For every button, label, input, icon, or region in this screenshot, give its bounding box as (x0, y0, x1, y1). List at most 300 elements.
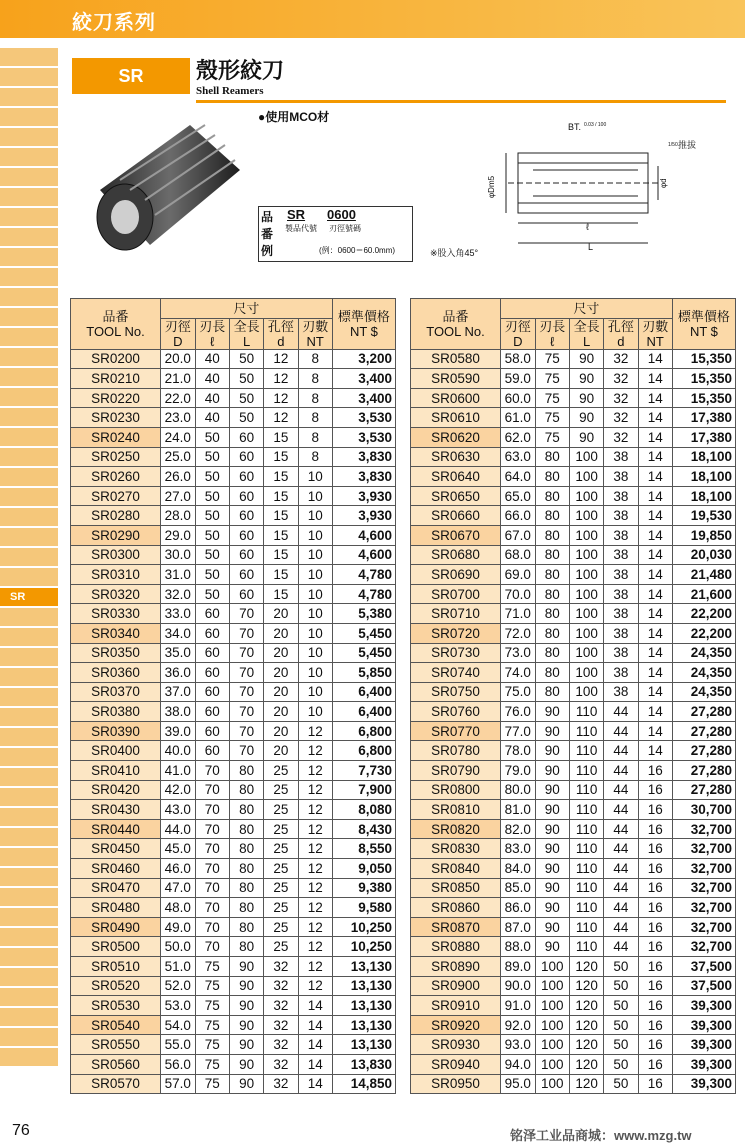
flutes-cell: 14 (638, 506, 672, 526)
bore-cell: 38 (604, 643, 638, 663)
flutes-cell: 8 (298, 427, 332, 447)
overall-length-cell: 100 (569, 682, 603, 702)
bore-cell: 44 (604, 761, 638, 781)
bore-cell: 44 (604, 878, 638, 898)
flute-length-cell: 90 (535, 702, 569, 722)
d-dia-cell: 39.0 (161, 721, 196, 741)
price-cell: 7,900 (332, 780, 395, 800)
sidebar-tab[interactable] (0, 908, 58, 926)
price-cell: 3,830 (332, 447, 395, 467)
header-D: 刃徑 D (501, 318, 536, 349)
flutes-cell: 10 (298, 486, 332, 506)
flute-length-cell: 50 (195, 486, 229, 506)
overall-length-cell: 70 (229, 702, 263, 722)
bore-cell: 50 (604, 976, 638, 996)
overall-length-cell: 60 (229, 545, 263, 565)
product-name-en: Shell Reamers (196, 85, 264, 97)
sidebar-tab[interactable] (0, 628, 58, 646)
sidebar-tab[interactable] (0, 868, 58, 886)
sidebar-tab[interactable] (0, 508, 58, 526)
flutes-cell: 10 (298, 506, 332, 526)
table-row (71, 506, 396, 526)
flute-length-cell: 100 (535, 957, 569, 977)
flute-length-cell: 50 (195, 467, 229, 487)
flute-length-cell: 90 (535, 780, 569, 800)
price-cell: 10,250 (332, 937, 395, 957)
sidebar-tab[interactable] (0, 148, 58, 166)
price-cell: 27,280 (672, 702, 735, 722)
flutes-cell: 14 (298, 1054, 332, 1074)
overall-length-cell: 110 (569, 937, 603, 957)
table-row (411, 859, 736, 879)
table-row (411, 349, 736, 369)
bore-cell: 15 (264, 486, 298, 506)
header-l: 刃長 ℓ (195, 318, 229, 349)
sidebar-tab[interactable] (0, 728, 58, 746)
sidebar-tab[interactable] (0, 708, 58, 726)
flute-length-cell: 80 (535, 545, 569, 565)
flute-length-cell: 70 (195, 800, 229, 820)
tool-no-cell: SR0300 (71, 545, 161, 565)
d-dia-cell: 57.0 (161, 1074, 196, 1094)
flute-length-cell: 70 (195, 917, 229, 937)
flutes-cell: 12 (298, 780, 332, 800)
d-dia-cell: 83.0 (501, 839, 536, 859)
table-row (71, 427, 396, 447)
tool-no-cell: SR0940 (411, 1054, 501, 1074)
flutes-cell: 16 (638, 1035, 672, 1055)
sidebar-tab[interactable] (0, 668, 58, 686)
table-row (411, 467, 736, 487)
bore-cell: 44 (604, 741, 638, 761)
sidebar-tab[interactable] (0, 748, 58, 766)
flutes-cell: 10 (298, 467, 332, 487)
spec-table-left (70, 298, 396, 1094)
tool-no-cell: SR0430 (71, 800, 161, 820)
bore-cell: 25 (264, 780, 298, 800)
price-cell: 6,800 (332, 741, 395, 761)
sidebar-tab[interactable] (0, 328, 58, 346)
price-cell: 37,500 (672, 976, 735, 996)
flute-length-cell: 50 (195, 545, 229, 565)
flute-length-cell: 75 (195, 1054, 229, 1074)
table-row (411, 917, 736, 937)
table-row (71, 369, 396, 389)
tool-no-cell: SR0260 (71, 467, 161, 487)
flute-length-cell: 80 (535, 447, 569, 467)
sidebar-tab[interactable] (0, 808, 58, 826)
flute-length-cell: 80 (535, 525, 569, 545)
sidebar-tab[interactable] (0, 248, 58, 266)
flute-length-cell: 70 (195, 859, 229, 879)
table-row (71, 565, 396, 585)
price-cell: 15,350 (672, 369, 735, 389)
tool-no-cell: SR0380 (71, 702, 161, 722)
tool-no-cell: SR0470 (71, 878, 161, 898)
sidebar-tab[interactable] (0, 368, 58, 386)
overall-length-cell: 100 (569, 604, 603, 624)
price-cell: 13,830 (332, 1054, 395, 1074)
dim-d: φd (659, 178, 668, 188)
sidebar-tab[interactable] (0, 928, 58, 946)
tool-no-cell: SR0640 (411, 467, 501, 487)
bore-cell: 15 (264, 545, 298, 565)
sidebar-tab[interactable] (0, 768, 58, 786)
table-row (71, 682, 396, 702)
bore-cell: 15 (264, 565, 298, 585)
tool-no-cell: SR0750 (411, 682, 501, 702)
tool-no-cell: SR0340 (71, 623, 161, 643)
price-cell: 27,280 (672, 741, 735, 761)
sidebar-tab[interactable] (0, 848, 58, 866)
sidebar-tab[interactable] (0, 688, 58, 706)
table-row (71, 780, 396, 800)
price-cell: 3,400 (332, 388, 395, 408)
tool-no-cell: SR0560 (71, 1054, 161, 1074)
bore-cell: 32 (264, 1074, 298, 1094)
header-price-jp: 標準價格 (677, 308, 730, 324)
heading-rule (196, 100, 726, 103)
d-dia-cell: 78.0 (501, 741, 536, 761)
sidebar-tab[interactable] (0, 88, 58, 106)
flute-length-cell: 80 (535, 604, 569, 624)
table-row (71, 545, 396, 565)
overall-length-cell: 90 (569, 388, 603, 408)
overall-length-cell: 50 (229, 388, 263, 408)
sidebar-tab[interactable] (0, 68, 58, 86)
flutes-cell: 16 (638, 859, 672, 879)
overall-length-cell: 60 (229, 467, 263, 487)
bore-cell: 15 (264, 525, 298, 545)
tool-no-cell: SR0540 (71, 1015, 161, 1035)
tool-no-cell: SR0320 (71, 584, 161, 604)
d-dia-cell: 59.0 (501, 369, 536, 389)
flute-length-cell: 90 (535, 878, 569, 898)
flutes-cell: 8 (298, 369, 332, 389)
tool-no-cell: SR0550 (71, 1035, 161, 1055)
d-dia-cell: 53.0 (161, 996, 196, 1016)
bore-cell: 25 (264, 917, 298, 937)
tool-no-cell: SR0590 (411, 369, 501, 389)
flute-length-cell: 40 (195, 349, 229, 369)
flute-length-cell: 75 (535, 369, 569, 389)
flutes-cell: 14 (298, 1015, 332, 1035)
flutes-cell: 14 (638, 427, 672, 447)
table-row (411, 996, 736, 1016)
sidebar-tab[interactable] (0, 608, 58, 626)
table-row (411, 506, 736, 526)
sidebar-tab[interactable] (0, 388, 58, 406)
bore-cell: 32 (604, 388, 638, 408)
overall-length-cell: 90 (229, 1074, 263, 1094)
flutes-cell: 16 (638, 761, 672, 781)
bore-cell: 20 (264, 682, 298, 702)
tool-no-cell: SR0680 (411, 545, 501, 565)
tool-no-cell: SR0360 (71, 663, 161, 683)
flute-length-cell: 80 (535, 486, 569, 506)
tool-no-cell: SR0660 (411, 506, 501, 526)
overall-length-cell: 100 (569, 623, 603, 643)
price-cell: 24,350 (672, 663, 735, 683)
overall-length-cell: 100 (569, 643, 603, 663)
overall-length-cell: 100 (569, 565, 603, 585)
sidebar-tab[interactable] (0, 1048, 58, 1066)
overall-length-cell: 80 (229, 780, 263, 800)
spec-table-right-body (411, 349, 736, 1094)
table-row (71, 584, 396, 604)
table-row (71, 388, 396, 408)
bore-cell: 44 (604, 721, 638, 741)
tool-no-cell: SR0820 (411, 819, 501, 839)
flute-length-cell: 100 (535, 996, 569, 1016)
flutes-cell: 12 (298, 859, 332, 879)
sidebar-tab[interactable] (0, 228, 58, 246)
tool-no-cell: SR0890 (411, 957, 501, 977)
sidebar-tab[interactable] (0, 548, 58, 566)
d-dia-cell: 93.0 (501, 1035, 536, 1055)
overall-length-cell: 50 (229, 408, 263, 428)
flutes-cell: 14 (298, 1074, 332, 1094)
code-legend-number: 0600 (327, 207, 356, 222)
table-row (71, 976, 396, 996)
table-row (71, 761, 396, 781)
shell-reamer-photo (90, 120, 250, 260)
sidebar-tab[interactable] (0, 1028, 58, 1046)
tool-no-cell: SR0880 (411, 937, 501, 957)
sidebar-tab[interactable] (0, 828, 58, 846)
flutes-cell: 14 (638, 721, 672, 741)
sidebar-tab[interactable] (0, 888, 58, 906)
table-row (71, 525, 396, 545)
header-price-unit: NT $ (689, 323, 718, 339)
flute-length-cell: 90 (535, 859, 569, 879)
table-row (411, 976, 736, 996)
sidebar-tab[interactable] (0, 428, 58, 446)
price-cell: 3,400 (332, 369, 395, 389)
flute-length-cell: 90 (535, 741, 569, 761)
bore-cell: 44 (604, 780, 638, 800)
price-cell: 22,200 (672, 604, 735, 624)
sidebar-tab[interactable] (0, 468, 58, 486)
flute-length-cell: 90 (535, 917, 569, 937)
flutes-cell: 16 (638, 1074, 672, 1094)
d-dia-cell: 75.0 (501, 682, 536, 702)
overall-length-cell: 100 (569, 584, 603, 604)
bore-cell: 32 (264, 1015, 298, 1035)
price-cell: 5,450 (332, 623, 395, 643)
tool-no-cell: SR0790 (411, 761, 501, 781)
tool-no-cell: SR0690 (411, 565, 501, 585)
table-row (411, 741, 736, 761)
bore-cell: 20 (264, 663, 298, 683)
bore-cell: 50 (604, 996, 638, 1016)
tool-no-cell: SR0860 (411, 898, 501, 918)
sidebar-tab[interactable] (0, 568, 58, 586)
header-price (672, 299, 735, 350)
price-cell: 15,350 (672, 349, 735, 369)
overall-length-cell: 70 (229, 643, 263, 663)
bore-cell: 50 (604, 1015, 638, 1035)
price-cell: 3,200 (332, 349, 395, 369)
flutes-cell: 12 (298, 898, 332, 918)
d-dia-cell: 72.0 (501, 623, 536, 643)
d-dia-cell: 26.0 (161, 467, 196, 487)
table-row (71, 741, 396, 761)
flute-length-cell: 70 (195, 780, 229, 800)
flute-length-cell: 40 (195, 369, 229, 389)
table-row (71, 702, 396, 722)
sidebar-tab[interactable] (0, 948, 58, 966)
sidebar-tab[interactable] (0, 788, 58, 806)
sidebar-tab[interactable] (0, 208, 58, 226)
tool-no-cell: SR0510 (71, 957, 161, 977)
header-D: 刃徑 D (161, 318, 196, 349)
sidebar-tab[interactable] (0, 988, 58, 1006)
table-row (411, 839, 736, 859)
bore-cell: 12 (264, 408, 298, 428)
sidebar-tab[interactable] (0, 488, 58, 506)
tool-no-cell: SR0810 (411, 800, 501, 820)
flute-length-cell: 100 (535, 976, 569, 996)
tool-no-cell: SR0460 (71, 859, 161, 879)
d-dia-cell: 70.0 (501, 584, 536, 604)
overall-length-cell: 110 (569, 761, 603, 781)
sidebar-tab[interactable] (0, 108, 58, 126)
d-dia-cell: 68.0 (501, 545, 536, 565)
table-row (411, 898, 736, 918)
tool-no-cell: SR0280 (71, 506, 161, 526)
d-dia-cell: 71.0 (501, 604, 536, 624)
price-cell: 32,700 (672, 878, 735, 898)
tool-no-cell: SR0910 (411, 996, 501, 1016)
price-cell: 9,050 (332, 859, 395, 879)
table-row (411, 388, 736, 408)
tool-no-cell: SR0200 (71, 349, 161, 369)
d-dia-cell: 29.0 (161, 525, 196, 545)
overall-length-cell: 100 (569, 663, 603, 683)
sidebar-tab[interactable] (0, 348, 58, 366)
tool-no-cell: SR0490 (71, 917, 161, 937)
overall-length-cell: 60 (229, 427, 263, 447)
sidebar-tab[interactable] (0, 268, 58, 286)
flutes-cell: 14 (638, 623, 672, 643)
price-cell: 32,700 (672, 839, 735, 859)
table-row (71, 1035, 396, 1055)
sidebar-tab[interactable] (0, 408, 58, 426)
overall-length-cell: 100 (569, 467, 603, 487)
tool-no-cell: SR0630 (411, 447, 501, 467)
price-cell: 8,550 (332, 839, 395, 859)
bore-cell: 12 (264, 369, 298, 389)
bore-cell: 25 (264, 800, 298, 820)
flutes-cell: 8 (298, 349, 332, 369)
flutes-cell: 12 (298, 761, 332, 781)
header-l: 刃長 ℓ (535, 318, 569, 349)
sidebar-tab[interactable] (0, 48, 58, 66)
overall-length-cell: 120 (569, 1035, 603, 1055)
flutes-cell: 12 (298, 741, 332, 761)
tool-no-cell: SR0210 (71, 369, 161, 389)
price-cell: 4,780 (332, 584, 395, 604)
tool-no-cell: SR0370 (71, 682, 161, 702)
table-row (411, 408, 736, 428)
sidebar-tab[interactable] (0, 188, 58, 206)
flute-length-cell: 75 (195, 976, 229, 996)
d-dia-cell: 92.0 (501, 1015, 536, 1035)
sidebar-tab[interactable] (0, 288, 58, 306)
flutes-cell: 14 (638, 643, 672, 663)
d-dia-cell: 80.0 (501, 780, 536, 800)
overall-length-cell: 80 (229, 800, 263, 820)
flute-length-cell: 90 (535, 898, 569, 918)
tool-no-cell: SR0290 (71, 525, 161, 545)
d-dia-cell: 61.0 (501, 408, 536, 428)
d-dia-cell: 88.0 (501, 937, 536, 957)
table-row (411, 1015, 736, 1035)
d-dia-cell: 43.0 (161, 800, 196, 820)
sidebar-tab[interactable] (0, 128, 58, 146)
sidebar-tab[interactable] (0, 308, 58, 326)
tool-no-cell: SR0670 (411, 525, 501, 545)
sidebar-tab[interactable] (0, 528, 58, 546)
price-cell: 32,700 (672, 937, 735, 957)
header-L: 全長 L (229, 318, 263, 349)
bore-cell: 20 (264, 702, 298, 722)
flutes-cell: 10 (298, 584, 332, 604)
tool-no-cell: SR0570 (71, 1074, 161, 1094)
overall-length-cell: 60 (229, 565, 263, 585)
flutes-cell: 14 (638, 388, 672, 408)
flute-length-cell: 90 (535, 839, 569, 859)
flutes-cell: 16 (638, 878, 672, 898)
tool-no-cell: SR0800 (411, 780, 501, 800)
sidebar-tab[interactable] (0, 648, 58, 666)
overall-length-cell: 90 (229, 957, 263, 977)
sidebar-tab-sr[interactable]: SR (0, 588, 58, 606)
table-row (411, 780, 736, 800)
d-dia-cell: 74.0 (501, 663, 536, 683)
flute-length-cell: 90 (535, 800, 569, 820)
overall-length-cell: 70 (229, 741, 263, 761)
d-dia-cell: 94.0 (501, 1054, 536, 1074)
tool-no-cell: SR0900 (411, 976, 501, 996)
sidebar-tab[interactable] (0, 168, 58, 186)
sidebar-tab[interactable] (0, 1008, 58, 1026)
d-dia-cell: 54.0 (161, 1015, 196, 1035)
header-d: 孔徑 d (264, 318, 298, 349)
sidebar-tab[interactable] (0, 968, 58, 986)
flutes-cell: 14 (638, 565, 672, 585)
table-row (71, 1074, 396, 1094)
price-cell: 18,100 (672, 486, 735, 506)
table-row (71, 957, 396, 977)
bore-cell: 25 (264, 761, 298, 781)
flute-length-cell: 80 (535, 682, 569, 702)
tool-no-cell: SR0830 (411, 839, 501, 859)
sidebar-tab[interactable] (0, 448, 58, 466)
spec-table-left-body (71, 349, 396, 1094)
d-dia-cell: 28.0 (161, 506, 196, 526)
flute-length-cell: 50 (195, 525, 229, 545)
price-cell: 13,130 (332, 996, 395, 1016)
price-cell: 18,100 (672, 467, 735, 487)
flutes-cell: 14 (638, 682, 672, 702)
d-dia-cell: 21.0 (161, 369, 196, 389)
bt-label: BT. (568, 122, 582, 132)
table-row (71, 917, 396, 937)
flutes-cell: 14 (638, 408, 672, 428)
tool-no-cell: SR0390 (71, 721, 161, 741)
